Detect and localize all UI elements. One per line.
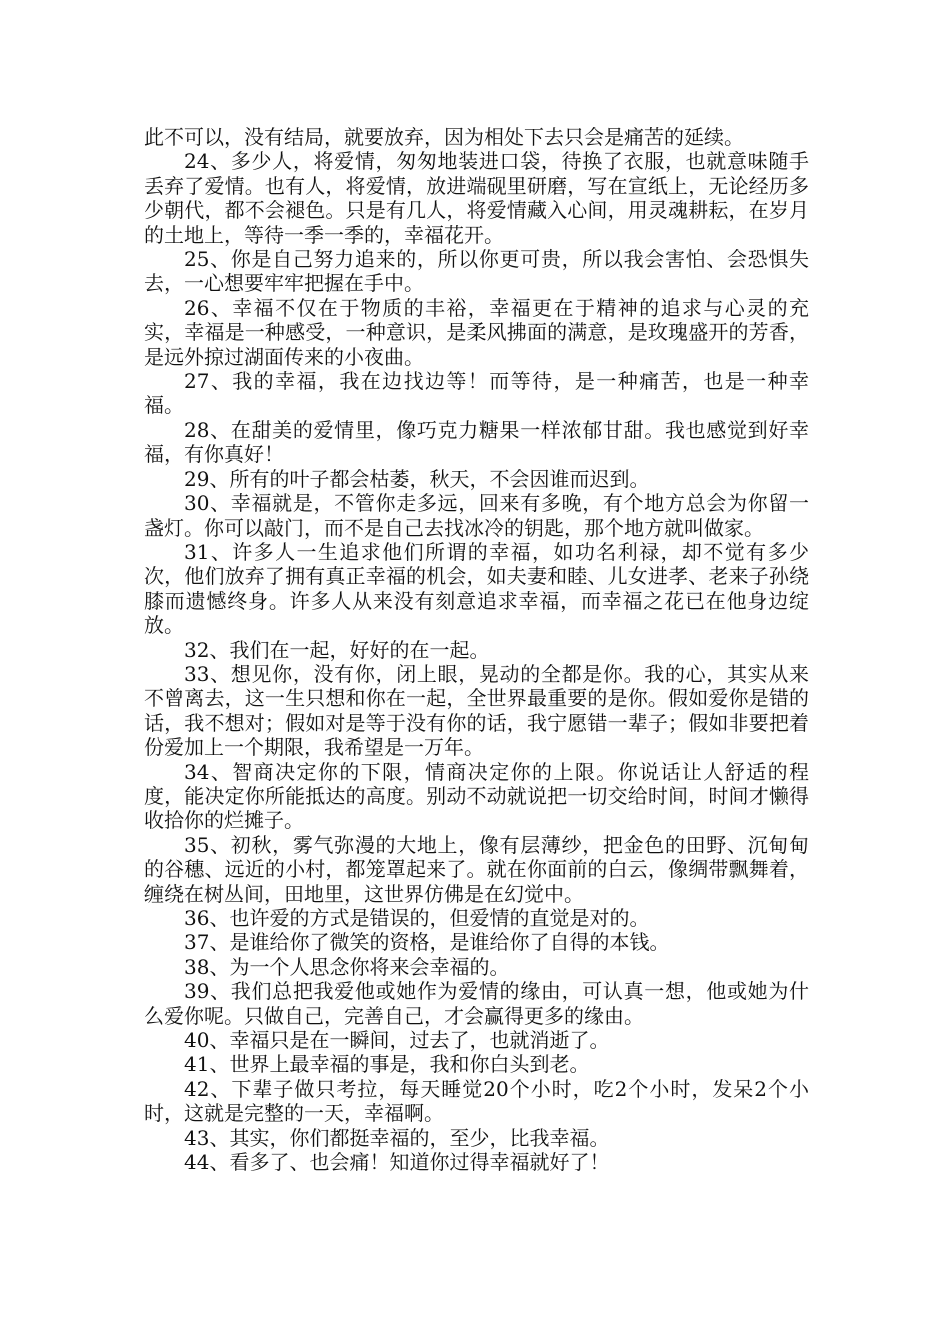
paragraph-36: 36、也许爱的方式是错误的，但爱情的直觉是对的。 [184,906,650,930]
paragraph-28: 28、在甜美的爱情里，像巧克力糖果一样浓郁甘甜。我也感觉到好幸福，有你真好！ [144,417,809,467]
paragraph-29: 29、所有的叶子都会枯萎，秋天，不会因谁而迟到。 [184,466,650,491]
paragraph-33: 33、想见你，没有你，闭上眼，晃动的全都是你。我的心，其实从来不曾离去，这一生只想和你在一起，全世界最重要的是你。假如爱你是错的话，我不想对；假如对是等于没有你的话，我宁愿错一辈子；假如非要把着份爱加上一个期限，我希望是一万年。 [144,661,809,760]
paragraph-38: 38、为一个人思念你将来会幸福的。 [184,954,510,979]
paragraph-31: 31、许多人一生追求他们所谓的幸福，如功名利禄，却不觉有多少次，他们放弃了拥有真正幸福的机会，如夫妻和睦、儿女进孝、老来子孙绕膝而遗憾终身。许多人从来没有刻意追求幸福，而幸福之花已在他身边绽放。 [144,539,809,638]
paragraph-40: 40、幸福只是在一瞬间，过去了，也就消逝了。 [184,1028,610,1053]
paragraph-44: 44、看多了、也会痛！知道你过得幸福就好了！ [184,1150,610,1175]
paragraph-24: 24、多少人，将爱情，匆匆地装进口袋，待换了衣服，也就意味随手丢弃了爱情。也有人，将爱情，放进端砚里研磨，写在宣纸上，无论经历多少朝代，都不会褪色。只是有几人，将爱情藏入心间，用灵魂耕耘，在岁月的土地上，等待一季一季的，幸福花开。 [144,149,809,247]
paragraph-39: 39、我们总把我爱他或她作为爱情的缘由，可认真一想，他或她为什么爱你呢。只做自己，完善自己，才会赢得更多的缘由。 [144,979,809,1028]
paragraph-30: 30、幸福就是，不管你走多远，回来有多晚，有个地方总会为你留一盏灯。你可以敲门，而不是自己去找冰冷的钥匙，那个地方就叫做家。 [144,491,809,540]
document-body [144,125,809,1174]
paragraph-42: 42、下辈子做只考拉，每天睡觉20个小时，吃2个小时，发呆2个小时，这就是完整的一天，幸福啊。 [144,1076,809,1126]
paragraph-37: 37、是谁给你了微笑的资格，是谁给你了自得的本钱。 [184,930,670,955]
paragraph-43: 43、其实，你们都挺幸福的，至少，比我幸福。 [184,1125,610,1150]
paragraph-26: 26、幸福不仅在于物质的丰裕，幸福更在于精神的追求与心灵的充实，幸福是一种感受，一种意识，是柔风拂面的满意，是玫瑰盛开的芳香，是远外掠过湖面传来的小夜曲。 [144,295,809,369]
paragraph-27: 27、我的幸福，我在边找边等！而等待，是一种痛苦，也是一种幸福。 [144,369,809,418]
paragraph-34: 34、智商决定你的下限，情商决定你的上限。你说话让人舒适的程度，能决定你所能抵达的高度。别动不动就说把一切交给时间，时间才懒得收拾你的烂摊子。 [144,759,809,833]
paragraph-32: 32、我们在一起，好好的在一起。 [184,637,490,662]
paragraph-continuation: 此不可以，没有结局，就要放弃，因为相处下去只会是痛苦的延续。 [144,125,744,149]
paragraph-25: 25、你是自己努力追来的，所以你更可贵，所以我会害怕、会恐惧失去，一心想要牢牢把握在手中。 [144,247,809,296]
paragraph-35: 35、初秋，雾气弥漫的大地上，像有层薄纱，把金色的田野、沉甸甸的谷穗、远近的小村，都笼罩起来了。就在你面前的白云，像绸带飘舞着，缠绕在树丛间，田地里，这世界仿佛是在幻觉中。 [144,832,809,906]
paragraph-41: 41、世界上最幸福的事是，我和你白头到老。 [184,1052,590,1077]
